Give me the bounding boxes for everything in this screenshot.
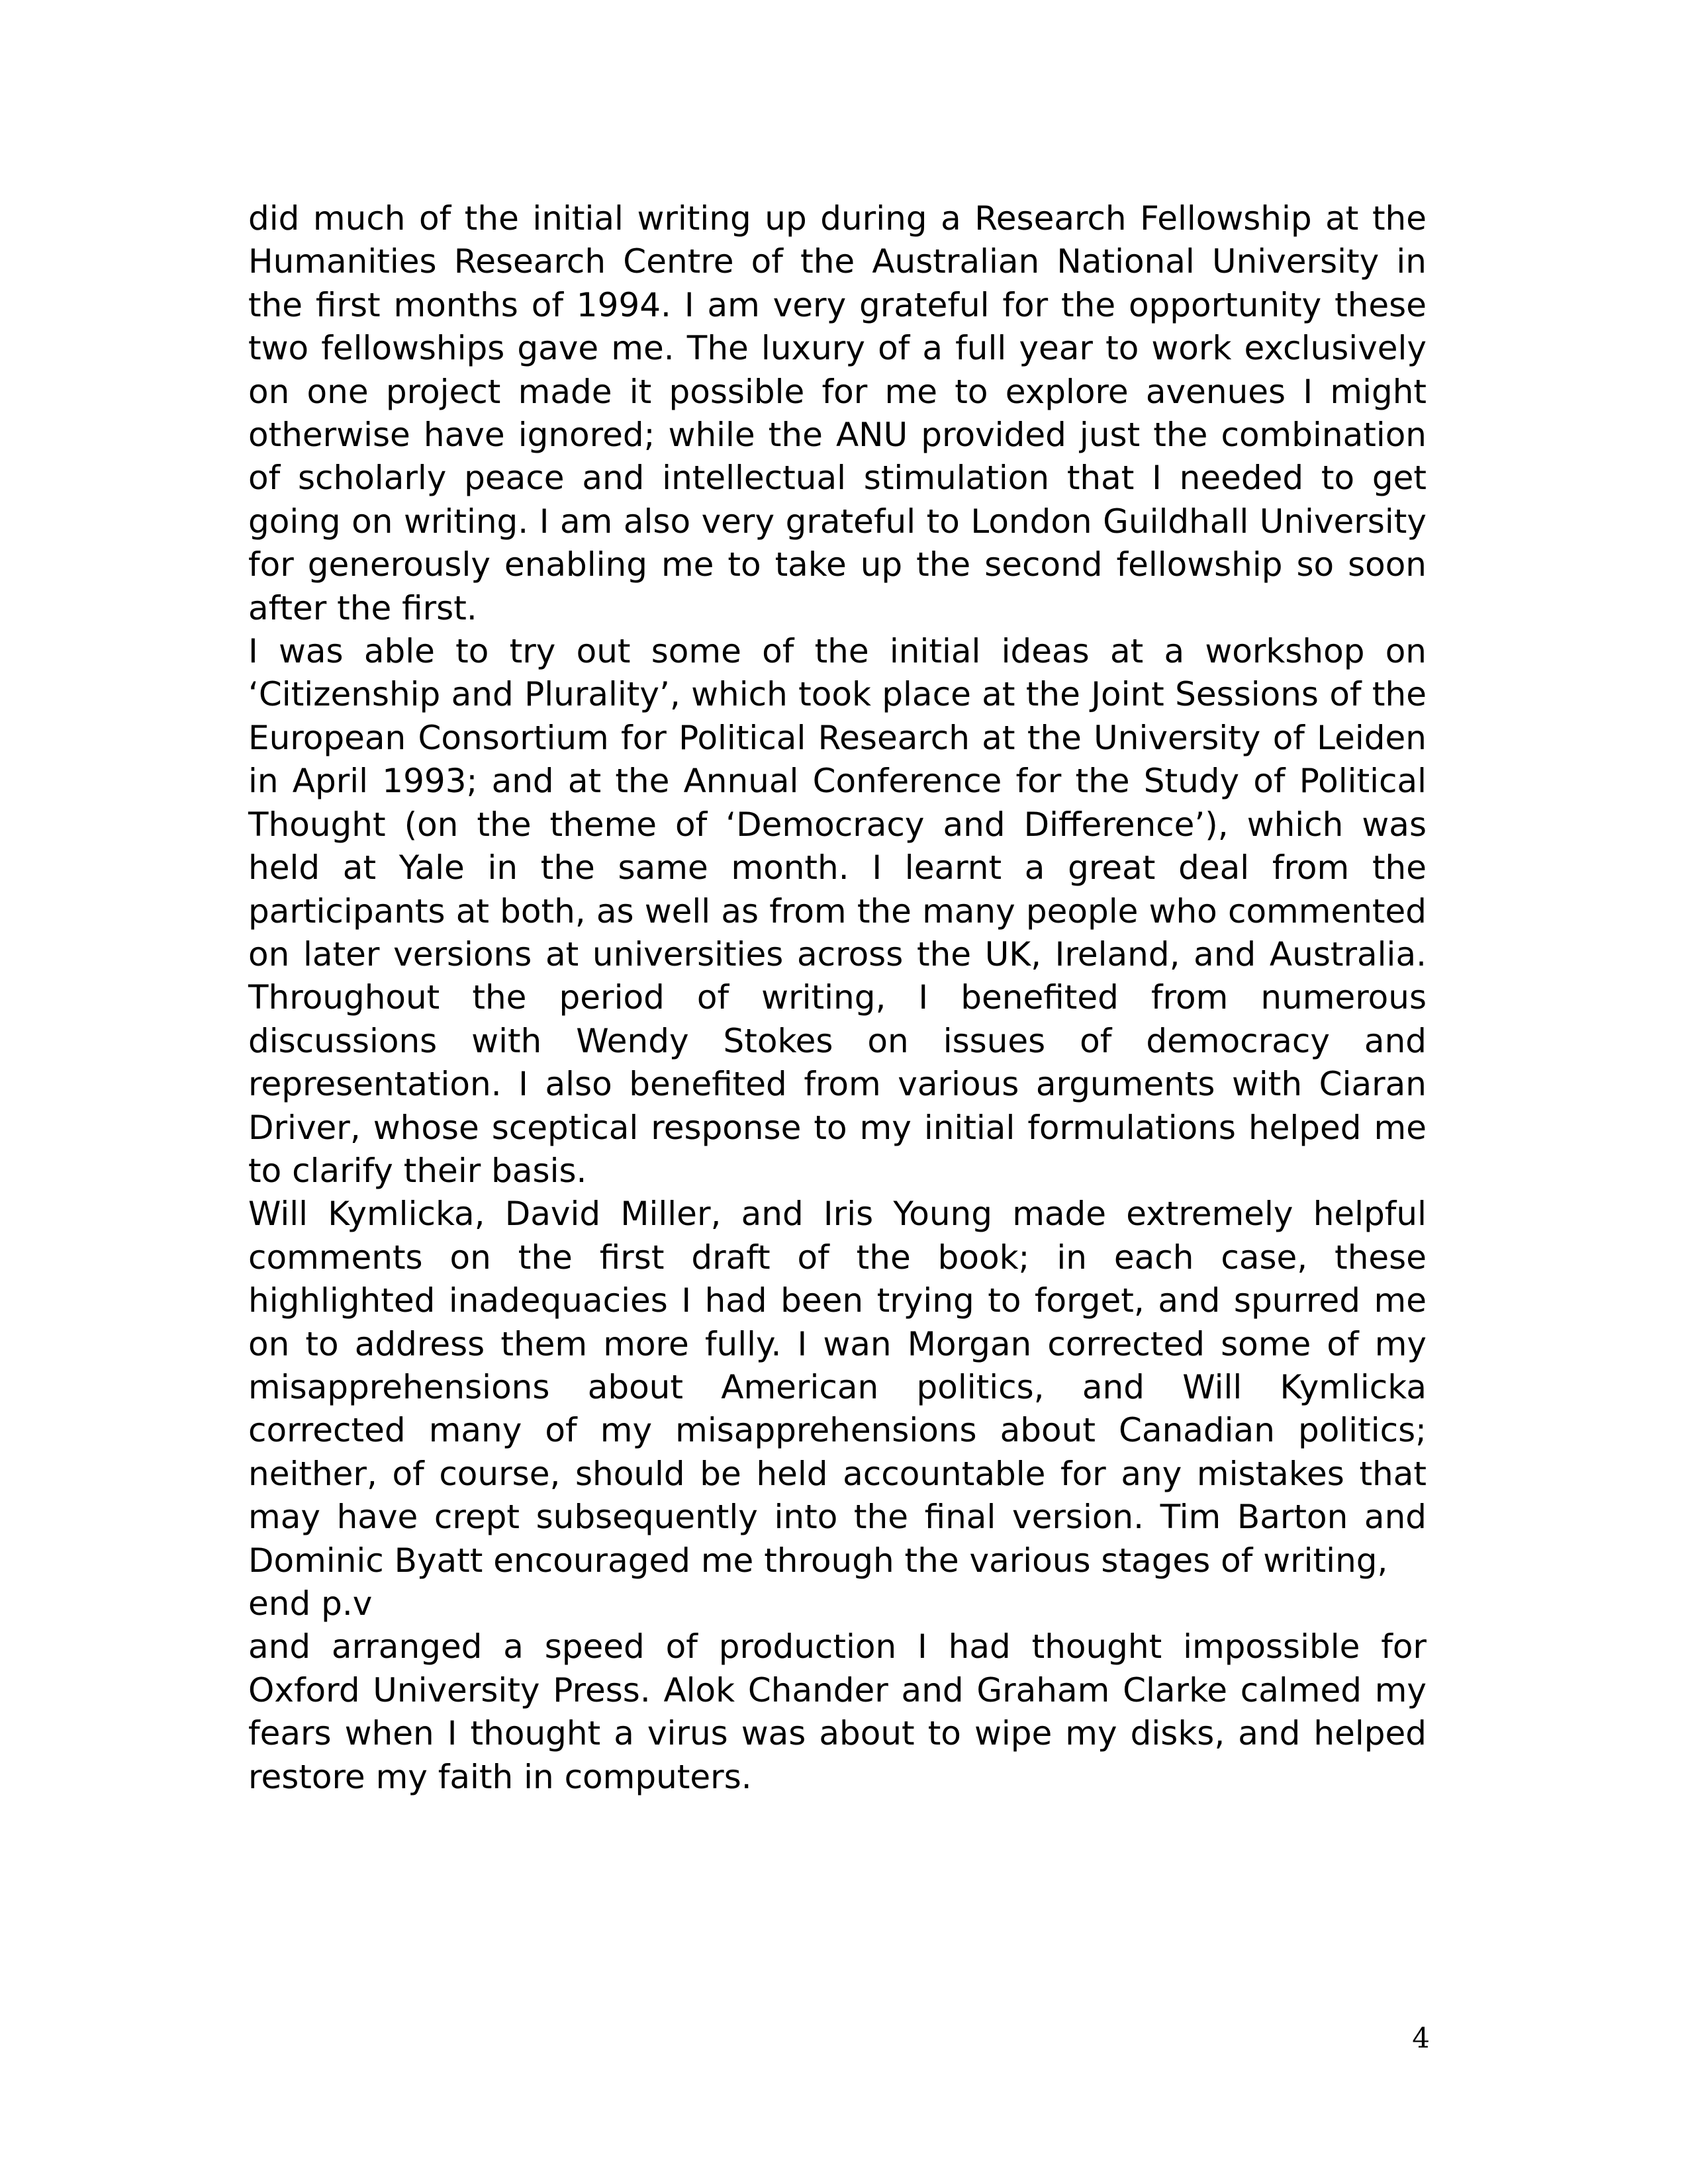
paragraph-fellowship: did much of the initial writing up during a Research Fellowship at the Humanities Research Centre of the Australian National University in the first months of 1994. I am very grateful for the opportunity these two fellowships gave me. The luxury of a full year to work exclusively on one project made it possible for me to explore avenues I might otherwise have ignored; while the ANU provided just the combination of scholarly peace and intellectual stimulation that I needed to get going on writing. I am also very grateful to London Guildhall University for generously enabling me to take up the second fellowship so soon after the first. [248,199,1427,627]
body-text [248,197,1427,1799]
paragraph-workshops: I was able to try out some of the initial ideas at a workshop on ‘Citizenship and Plurality’, which took place at the Joint Sessions of the European Consortium for Political Research at the University of Leiden in April 1993; and at the Annual Conference for the Study of Political Thought (on the theme of ‘Democracy and Difference’), which was held at Yale in the same month. I learnt a great deal from the participants at both, as well as from the many people who commented on later versions at universities across the UK, Ireland, and Australia. Throughout the period of writing, I benefited from numerous discussions with Wendy Stokes on issues of democracy and representation. I also benefited from various arguments with Ciaran Driver, whose sceptical response to my initial formulations helped me to clarify their basis. [248,632,1427,1190]
paragraph-reviewers: Will Kymlicka, David Miller, and Iris Young made extremely helpful comments on the first draft of the book; in each case, these highlighted inadequacies I had been trying to forget, and spurred me on to address them more fully. I wan Morgan corrected some of my misapprehensions about American politics, and Will Kymlicka corrected many of my misapprehensions about Canadian politics; neither, of course, should be held accountable for any mistakes that may have crept subsequently into the final version. Tim Barton and Dominic Byatt encouraged me through the various stages of writing, [248,1195,1427,1580]
page-break-marker: end p.v [248,1584,373,1623]
page-number: 4 [1412,2022,1430,2054]
paragraph-production: and arranged a speed of production I had thought impossible for Oxford University Press. Alok Chander and Graham Clarke calmed my fears when I thought a virus was about to wipe my disks, and helped restore my faith in computers. [248,1627,1427,1796]
